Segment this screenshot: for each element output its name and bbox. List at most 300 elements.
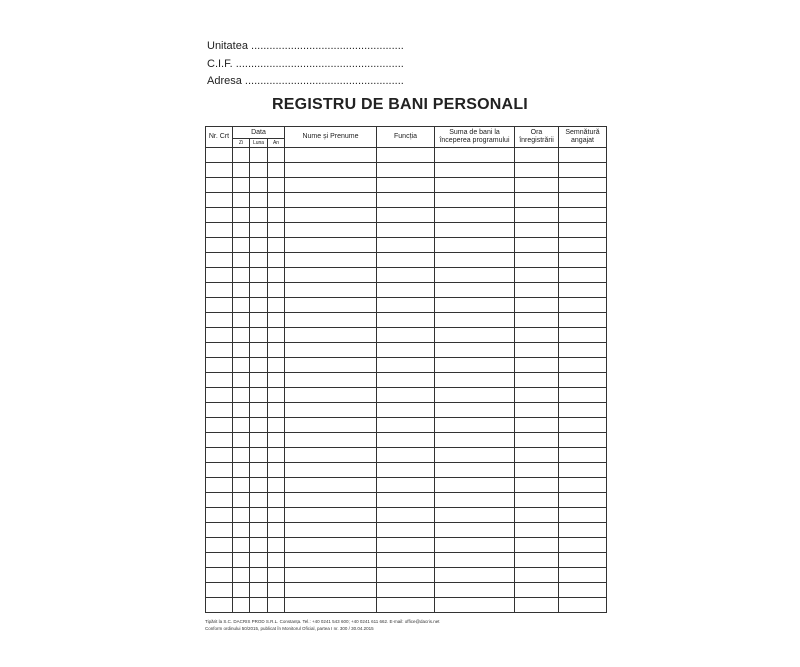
cell-semnatura[interactable] [559,148,607,163]
cell-functia[interactable] [377,523,435,538]
cell-an[interactable] [268,463,285,478]
cell-an[interactable] [268,283,285,298]
page-title: REGISTRU DE BANI PERSONALI [272,96,528,113]
cell-nume[interactable] [285,583,377,598]
cell-an[interactable] [268,253,285,268]
cell-suma[interactable] [435,403,515,418]
header-row [206,127,607,139]
cell-nume[interactable] [285,298,377,313]
cell-nr[interactable] [206,388,233,403]
cell-luna[interactable] [250,253,268,268]
cell-semnatura[interactable] [559,508,607,523]
cell-functia[interactable] [377,163,435,178]
cell-luna[interactable] [250,463,268,478]
cell-nr[interactable] [206,298,233,313]
cell-ora[interactable] [515,178,559,193]
cell-luna[interactable] [250,193,268,208]
table-row [206,538,607,553]
cell-luna[interactable] [250,238,268,253]
cell-an[interactable] [268,208,285,223]
table-row [206,583,607,598]
cell-zi[interactable] [233,283,250,298]
cell-functia[interactable] [377,463,435,478]
cell-ora[interactable] [515,193,559,208]
cell-functia[interactable] [377,148,435,163]
cell-ora[interactable] [515,538,559,553]
cell-semnatura[interactable] [559,178,607,193]
cell-nr[interactable] [206,448,233,463]
cell-zi[interactable] [233,313,250,328]
cell-suma[interactable] [435,328,515,343]
cell-zi[interactable] [233,403,250,418]
cell-semnatura[interactable] [559,568,607,583]
cell-functia[interactable] [377,223,435,238]
cell-nr[interactable] [206,208,233,223]
cell-zi[interactable] [233,508,250,523]
table-row [206,433,607,448]
cell-suma[interactable] [435,373,515,388]
cell-nr[interactable] [206,478,233,493]
cell-functia[interactable] [377,313,435,328]
cell-ora[interactable] [515,268,559,283]
cell-luna[interactable] [250,553,268,568]
cell-functia[interactable] [377,193,435,208]
cell-nume[interactable] [285,478,377,493]
cell-zi[interactable] [233,253,250,268]
cell-functia[interactable] [377,448,435,463]
cell-nr[interactable] [206,268,233,283]
cell-an[interactable] [268,163,285,178]
cell-suma[interactable] [435,343,515,358]
cell-suma[interactable] [435,178,515,193]
cell-semnatura[interactable] [559,553,607,568]
cell-suma[interactable] [435,163,515,178]
cell-nume[interactable] [285,523,377,538]
cell-luna[interactable] [250,328,268,343]
cell-zi[interactable] [233,583,250,598]
cell-zi[interactable] [233,448,250,463]
cell-functia[interactable] [377,388,435,403]
cell-nume[interactable] [285,568,377,583]
cell-zi[interactable] [233,418,250,433]
cell-semnatura[interactable] [559,313,607,328]
cell-nr[interactable] [206,523,233,538]
cell-semnatura[interactable] [559,463,607,478]
cell-functia[interactable] [377,298,435,313]
cell-nr[interactable] [206,553,233,568]
table-row [206,403,607,418]
cell-nume[interactable] [285,283,377,298]
cell-suma[interactable] [435,208,515,223]
cell-ora[interactable] [515,358,559,373]
cell-semnatura[interactable] [559,163,607,178]
cell-functia[interactable] [377,403,435,418]
cell-luna[interactable] [250,508,268,523]
cell-suma[interactable] [435,433,515,448]
cell-zi[interactable] [233,163,250,178]
cell-nr[interactable] [206,178,233,193]
cell-luna[interactable] [250,373,268,388]
cell-suma[interactable] [435,238,515,253]
cell-nume[interactable] [285,388,377,403]
cell-zi[interactable] [233,298,250,313]
cell-ora[interactable] [515,553,559,568]
cell-luna[interactable] [250,493,268,508]
cell-luna[interactable] [250,223,268,238]
cell-zi[interactable] [233,148,250,163]
cell-nume[interactable] [285,403,377,418]
cell-semnatura[interactable] [559,523,607,538]
cell-an[interactable] [268,328,285,343]
cell-nr[interactable] [206,418,233,433]
cell-ora[interactable] [515,373,559,388]
cell-semnatura[interactable] [559,223,607,238]
cell-ora[interactable] [515,328,559,343]
cell-nume[interactable] [285,223,377,238]
cell-nr[interactable] [206,373,233,388]
cell-semnatura[interactable] [559,418,607,433]
cell-suma[interactable] [435,448,515,463]
cell-ora[interactable] [515,298,559,313]
cell-functia[interactable] [377,178,435,193]
cell-suma[interactable] [435,388,515,403]
cell-zi[interactable] [233,538,250,553]
table-row [206,163,607,178]
cell-ora[interactable] [515,448,559,463]
table-row [206,373,607,388]
cell-semnatura[interactable] [559,478,607,493]
cell-ora[interactable] [515,163,559,178]
table-row [206,463,607,478]
cell-nume[interactable] [285,508,377,523]
cell-luna[interactable] [250,568,268,583]
cell-suma[interactable] [435,583,515,598]
cell-suma[interactable] [435,223,515,238]
cell-functia[interactable] [377,208,435,223]
cell-semnatura[interactable] [559,253,607,268]
cell-zi[interactable] [233,268,250,283]
table-row [206,193,607,208]
cell-an[interactable] [268,313,285,328]
cell-functia[interactable] [377,253,435,268]
cell-ora[interactable] [515,568,559,583]
cell-ora[interactable] [515,388,559,403]
cell-an[interactable] [268,373,285,388]
cell-an[interactable] [268,568,285,583]
cell-ora[interactable] [515,208,559,223]
cell-an[interactable] [268,178,285,193]
cell-semnatura[interactable] [559,208,607,223]
cell-ora[interactable] [515,598,559,613]
cell-luna[interactable] [250,388,268,403]
cell-luna[interactable] [250,448,268,463]
cell-suma[interactable] [435,253,515,268]
cell-nume[interactable] [285,598,377,613]
cell-suma[interactable] [435,418,515,433]
cell-luna[interactable] [250,403,268,418]
cell-functia[interactable] [377,283,435,298]
cell-suma[interactable] [435,598,515,613]
cell-luna[interactable] [250,358,268,373]
cell-zi[interactable] [233,478,250,493]
cell-an[interactable] [268,523,285,538]
cell-luna[interactable] [250,418,268,433]
cell-functia[interactable] [377,598,435,613]
cell-functia[interactable] [377,478,435,493]
cell-nume[interactable] [285,373,377,388]
cell-nr[interactable] [206,403,233,418]
cell-zi[interactable] [233,388,250,403]
cell-an[interactable] [268,223,285,238]
cell-nume[interactable] [285,463,377,478]
cell-luna[interactable] [250,178,268,193]
cell-nr[interactable] [206,493,233,508]
cell-ora[interactable] [515,433,559,448]
cell-zi[interactable] [233,238,250,253]
cell-suma[interactable] [435,358,515,373]
cell-semnatura[interactable] [559,193,607,208]
cell-an[interactable] [268,148,285,163]
cell-nume[interactable] [285,178,377,193]
cell-an[interactable] [268,343,285,358]
cell-nume[interactable] [285,358,377,373]
col-header-data: Data [233,127,285,139]
table-row [206,238,607,253]
table-row [206,223,607,238]
cell-an[interactable] [268,598,285,613]
cell-semnatura[interactable] [559,328,607,343]
cell-zi[interactable] [233,223,250,238]
cell-an[interactable] [268,538,285,553]
cell-nume[interactable] [285,553,377,568]
cell-semnatura[interactable] [559,283,607,298]
cell-semnatura[interactable] [559,433,607,448]
cell-functia[interactable] [377,508,435,523]
cell-semnatura[interactable] [559,388,607,403]
col-header-ora: Ora înregistrării [515,127,559,148]
cell-nr[interactable] [206,223,233,238]
cell-ora[interactable] [515,508,559,523]
cell-suma[interactable] [435,508,515,523]
col-header-luna: Luna [250,139,268,148]
cell-functia[interactable] [377,238,435,253]
cell-ora[interactable] [515,583,559,598]
cell-functia[interactable] [377,343,435,358]
cell-luna[interactable] [250,538,268,553]
cell-ora[interactable] [515,223,559,238]
cell-an[interactable] [268,358,285,373]
cell-functia[interactable] [377,538,435,553]
cell-functia[interactable] [377,328,435,343]
cell-zi[interactable] [233,343,250,358]
cell-zi[interactable] [233,598,250,613]
cell-semnatura[interactable] [559,598,607,613]
cell-functia[interactable] [377,568,435,583]
cell-zi[interactable] [233,523,250,538]
cell-nume[interactable] [285,193,377,208]
cell-nr[interactable] [206,253,233,268]
cell-nr[interactable] [206,598,233,613]
cell-nr[interactable] [206,343,233,358]
cell-nume[interactable] [285,538,377,553]
cell-an[interactable] [268,238,285,253]
cell-nume[interactable] [285,448,377,463]
table-row [206,343,607,358]
cell-nume[interactable] [285,343,377,358]
cell-ora[interactable] [515,478,559,493]
cell-zi[interactable] [233,208,250,223]
cell-ora[interactable] [515,418,559,433]
cell-an[interactable] [268,268,285,283]
cell-semnatura[interactable] [559,343,607,358]
cell-semnatura[interactable] [559,403,607,418]
cell-an[interactable] [268,448,285,463]
cell-nr[interactable] [206,163,233,178]
cell-ora[interactable] [515,283,559,298]
cell-suma[interactable] [435,313,515,328]
cell-suma[interactable] [435,193,515,208]
cell-an[interactable] [268,433,285,448]
cell-functia[interactable] [377,373,435,388]
cell-suma[interactable] [435,478,515,493]
cell-zi[interactable] [233,373,250,388]
cell-nume[interactable] [285,163,377,178]
cell-functia[interactable] [377,358,435,373]
cell-luna[interactable] [250,268,268,283]
cell-nr[interactable] [206,313,233,328]
cell-nr[interactable] [206,328,233,343]
cell-an[interactable] [268,403,285,418]
cell-semnatura[interactable] [559,298,607,313]
footer-line-2: Conform ordinului 50/2015, publicat în Monitorul Oficial, partea I nr. 300 / 30.04.2015 [205,625,374,631]
cell-nume[interactable] [285,433,377,448]
cell-an[interactable] [268,493,285,508]
cell-nume[interactable] [285,328,377,343]
cell-luna[interactable] [250,598,268,613]
col-header-an: An [268,139,285,148]
cell-suma[interactable] [435,553,515,568]
cell-zi[interactable] [233,178,250,193]
cell-semnatura[interactable] [559,493,607,508]
cell-luna[interactable] [250,163,268,178]
cell-ora[interactable] [515,313,559,328]
cell-nr[interactable] [206,283,233,298]
cell-ora[interactable] [515,523,559,538]
cell-luna[interactable] [250,583,268,598]
cell-zi[interactable] [233,553,250,568]
cell-luna[interactable] [250,283,268,298]
cell-nume[interactable] [285,148,377,163]
cell-functia[interactable] [377,583,435,598]
cell-functia[interactable] [377,553,435,568]
table-row [206,568,607,583]
cell-functia[interactable] [377,433,435,448]
cell-luna[interactable] [250,313,268,328]
cell-luna[interactable] [250,478,268,493]
cell-functia[interactable] [377,268,435,283]
cell-zi[interactable] [233,493,250,508]
cell-an[interactable] [268,553,285,568]
cell-functia[interactable] [377,418,435,433]
cell-nr[interactable] [206,358,233,373]
cell-nume[interactable] [285,208,377,223]
cell-zi[interactable] [233,568,250,583]
cell-suma[interactable] [435,463,515,478]
cell-an[interactable] [268,508,285,523]
cell-nr[interactable] [206,568,233,583]
cell-semnatura[interactable] [559,268,607,283]
cell-luna[interactable] [250,343,268,358]
cell-nr[interactable] [206,463,233,478]
cell-nr[interactable] [206,433,233,448]
cell-zi[interactable] [233,193,250,208]
cell-ora[interactable] [515,253,559,268]
cell-zi[interactable] [233,433,250,448]
cell-zi[interactable] [233,358,250,373]
cell-semnatura[interactable] [559,448,607,463]
cell-ora[interactable] [515,148,559,163]
cell-semnatura[interactable] [559,358,607,373]
cell-ora[interactable] [515,403,559,418]
cell-an[interactable] [268,478,285,493]
cell-luna[interactable] [250,148,268,163]
cell-nr[interactable] [206,508,233,523]
cell-an[interactable] [268,388,285,403]
cell-suma[interactable] [435,283,515,298]
cell-ora[interactable] [515,463,559,478]
cell-nume[interactable] [285,253,377,268]
cell-zi[interactable] [233,328,250,343]
cell-luna[interactable] [250,433,268,448]
cell-functia[interactable] [377,493,435,508]
cell-semnatura[interactable] [559,583,607,598]
cell-nr[interactable] [206,193,233,208]
cell-an[interactable] [268,298,285,313]
table-row [206,523,607,538]
cell-suma[interactable] [435,568,515,583]
cell-luna[interactable] [250,298,268,313]
cell-nume[interactable] [285,313,377,328]
cell-nume[interactable] [285,268,377,283]
cell-nr[interactable] [206,583,233,598]
cell-nume[interactable] [285,238,377,253]
cell-nume[interactable] [285,418,377,433]
cell-luna[interactable] [250,208,268,223]
cell-nr[interactable] [206,238,233,253]
cell-suma[interactable] [435,268,515,283]
cell-semnatura[interactable] [559,373,607,388]
cell-suma[interactable] [435,523,515,538]
cell-nr[interactable] [206,538,233,553]
cell-an[interactable] [268,418,285,433]
cell-suma[interactable] [435,538,515,553]
cell-ora[interactable] [515,343,559,358]
cell-ora[interactable] [515,493,559,508]
cell-luna[interactable] [250,523,268,538]
cell-an[interactable] [268,193,285,208]
cell-suma[interactable] [435,298,515,313]
cell-an[interactable] [268,583,285,598]
cell-semnatura[interactable] [559,538,607,553]
cell-zi[interactable] [233,463,250,478]
cell-ora[interactable] [515,238,559,253]
cell-suma[interactable] [435,493,515,508]
cell-suma[interactable] [435,148,515,163]
cell-semnatura[interactable] [559,238,607,253]
table-row [206,388,607,403]
cell-nume[interactable] [285,493,377,508]
cell-nr[interactable] [206,148,233,163]
